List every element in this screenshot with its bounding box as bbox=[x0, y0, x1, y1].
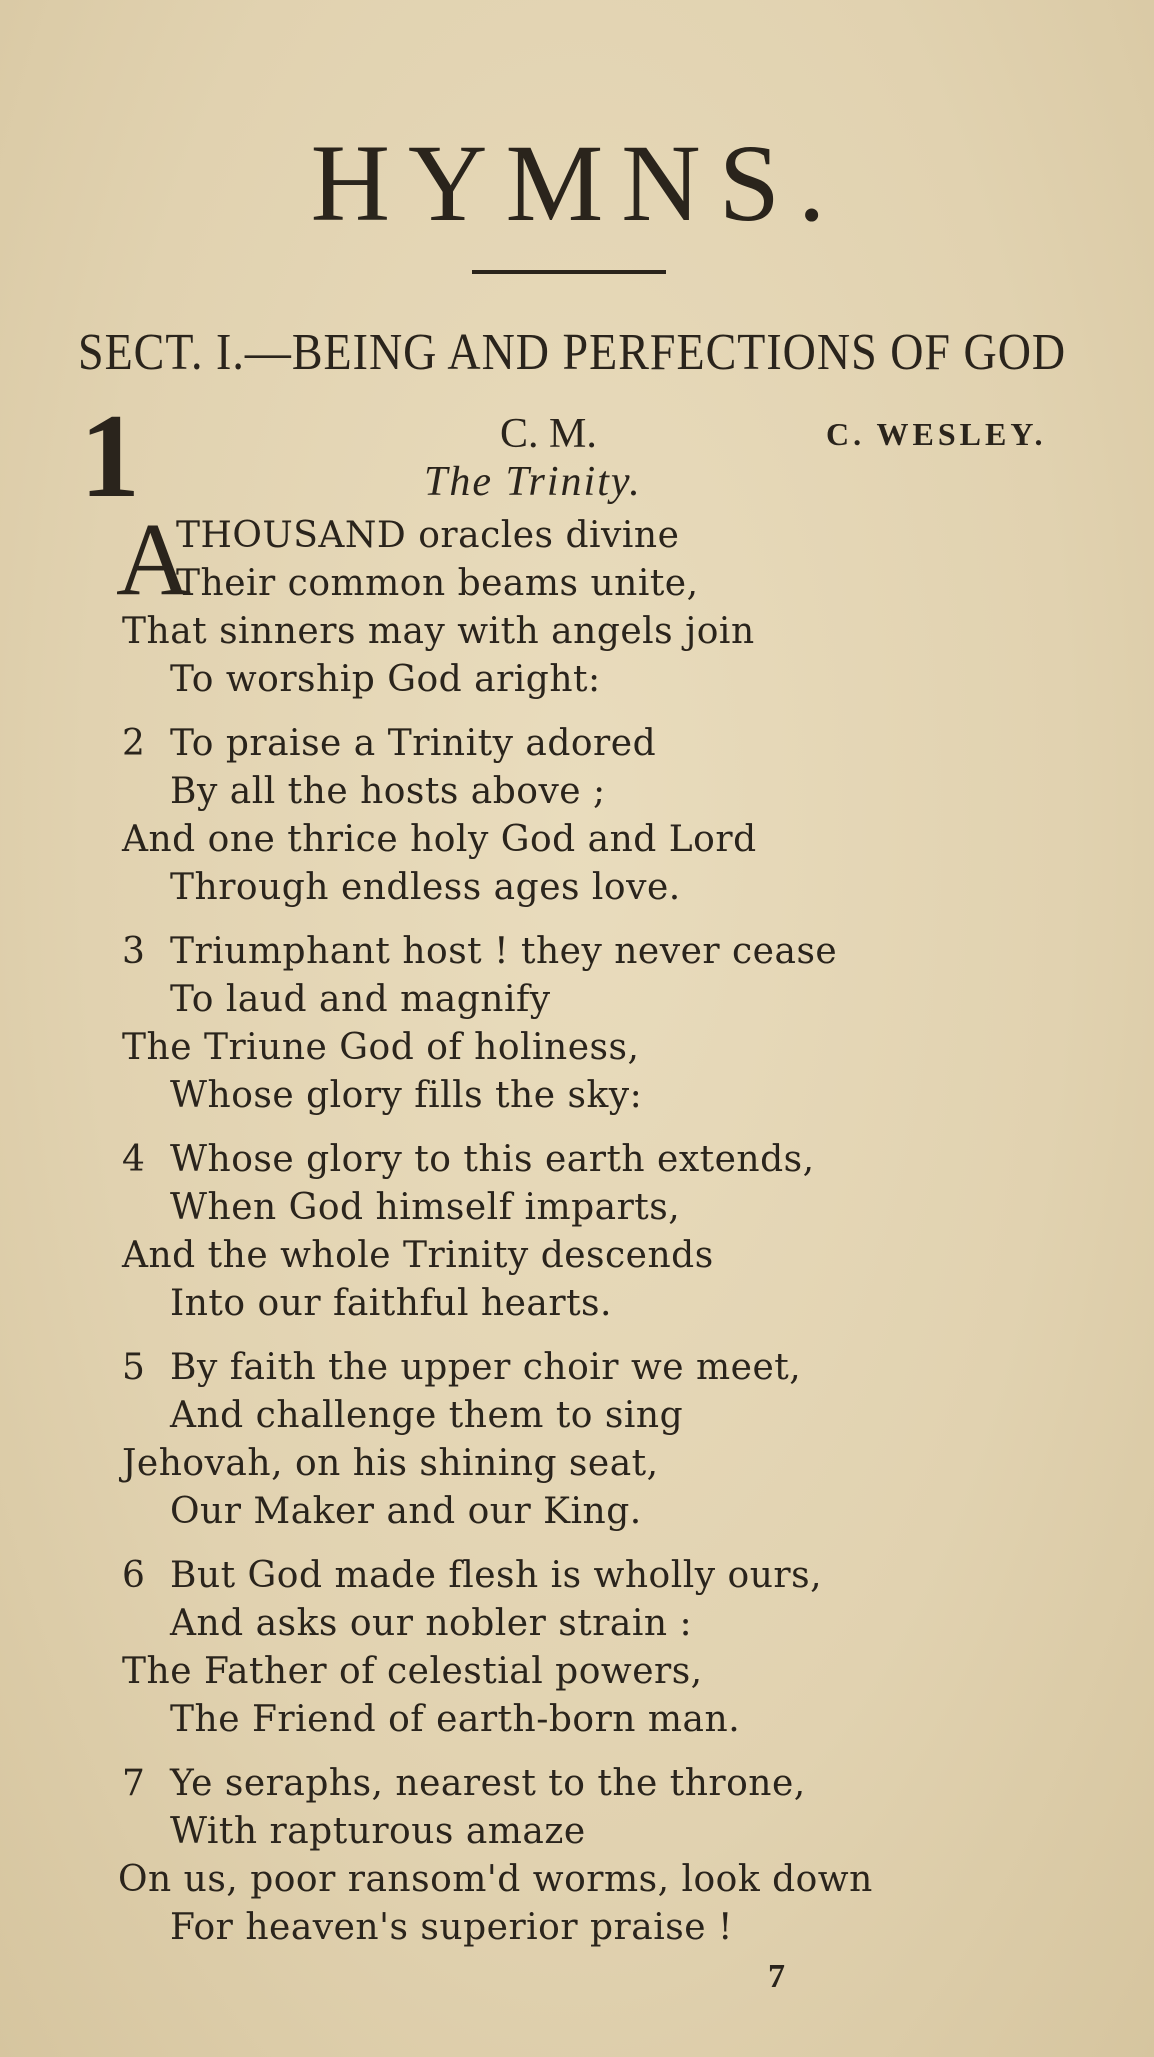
hymn-line: To worship God aright: bbox=[170, 659, 601, 700]
hymn-author: C. WESLEY. bbox=[826, 416, 1047, 452]
hymn-number: 1 bbox=[80, 389, 140, 522]
hymn-line: Their common beams unite, bbox=[176, 563, 699, 604]
hymn-line: The Father of celestial powers, bbox=[122, 1651, 703, 1692]
hymn-line: And the whole Trinity descends bbox=[122, 1235, 714, 1276]
hymn-line: The Triune God of holiness, bbox=[122, 1027, 640, 1068]
hymn-line: Whose glory fills the sky: bbox=[170, 1075, 643, 1116]
hymn-line: Triumphant host ! they never cease bbox=[170, 931, 838, 972]
hymn-meter: C. M. bbox=[500, 411, 597, 457]
hymn-line: Jehovah, on his shining seat, bbox=[122, 1443, 659, 1484]
hymn-line: To laud and magnify bbox=[170, 979, 551, 1020]
hymn-line: That sinners may with angels join bbox=[122, 611, 755, 652]
hymn-line: For heaven's superior praise ! bbox=[170, 1907, 733, 1948]
verse-number: 4 bbox=[122, 1139, 145, 1180]
hymn-line: To praise a Trinity adored bbox=[170, 723, 657, 764]
page-number: 7 bbox=[768, 1958, 785, 1995]
hymn-line: Into our faithful hearts. bbox=[170, 1283, 612, 1324]
section-heading: SECT. I.—BEING AND PERFECTIONS OF GOD bbox=[78, 323, 1067, 381]
hymn-line: The Friend of earth-born man. bbox=[170, 1699, 741, 1740]
hymn-title: The Trinity. bbox=[424, 459, 642, 505]
verse-number: 6 bbox=[122, 1555, 145, 1596]
hymn-line: By faith the upper choir we meet, bbox=[170, 1347, 802, 1388]
hymn-line: And one thrice holy God and Lord bbox=[122, 819, 757, 860]
hymn-line: Ye seraphs, nearest to the throne, bbox=[170, 1763, 806, 1804]
hymn-line: By all the hosts above ; bbox=[170, 771, 606, 812]
hymn-line: But God made flesh is wholly ours, bbox=[170, 1555, 823, 1596]
hymn-line: And challenge them to sing bbox=[170, 1395, 684, 1436]
hymn-line: On us, poor ransom'd worms, look down bbox=[118, 1859, 873, 1900]
page-title: HYMNS. bbox=[310, 122, 844, 244]
verse-number: 7 bbox=[122, 1763, 145, 1804]
hymn-line: Whose glory to this earth extends, bbox=[170, 1139, 815, 1180]
verse-number: 2 bbox=[122, 723, 145, 764]
hymn-line: When God himself imparts, bbox=[170, 1187, 681, 1228]
hymn-line: Through endless ages love. bbox=[170, 867, 681, 908]
hymn-line: Our Maker and our King. bbox=[170, 1491, 642, 1532]
hymn-line: THOUSAND oracles divine bbox=[176, 515, 680, 556]
hymn-line: With rapturous amaze bbox=[170, 1811, 586, 1852]
title-divider bbox=[472, 270, 666, 274]
drop-cap: A bbox=[116, 502, 192, 617]
verse-number: 5 bbox=[122, 1347, 145, 1388]
hymn-line: And asks our nobler strain : bbox=[170, 1603, 693, 1644]
verse-number: 3 bbox=[122, 931, 145, 972]
